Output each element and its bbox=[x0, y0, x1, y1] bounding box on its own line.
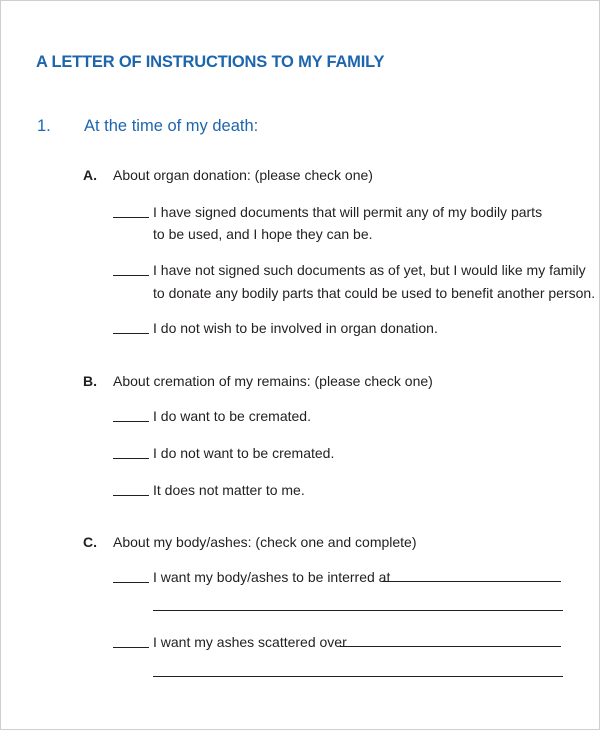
option-a2-line2: to donate any bodily parts that could be used to benefit another person. bbox=[153, 285, 596, 301]
option-c1-line1: I want my body/ashes to be interred at bbox=[153, 569, 391, 585]
option-a2-line1: I have not signed such documents as of yet, but I would like my family bbox=[153, 262, 586, 278]
checkbox-blank-c2[interactable] bbox=[113, 647, 149, 648]
checkbox-blank-b3[interactable] bbox=[113, 495, 149, 496]
section-title: At the time of my death: bbox=[84, 117, 259, 135]
checkbox-blank-b2[interactable] bbox=[113, 458, 149, 459]
checkbox-blank-a3[interactable] bbox=[113, 333, 149, 334]
option-a1-line1: I have signed documents that will permit any of my bodily parts bbox=[153, 204, 543, 220]
question-a-letter: A. bbox=[83, 167, 97, 183]
option-a3-line1: I do not wish to be involved in organ donation. bbox=[153, 320, 438, 336]
scatter-location-line-2[interactable] bbox=[153, 676, 563, 677]
option-b3-line1: It does not matter to me. bbox=[153, 482, 305, 498]
question-b-letter: B. bbox=[83, 373, 97, 389]
question-c-text: About my body/ashes: (check one and complete) bbox=[113, 534, 417, 550]
option-c2-line1: I want my ashes scattered over bbox=[153, 634, 347, 650]
option-a1-line2: to be used, and I hope they can be. bbox=[153, 226, 373, 242]
question-b-text: About cremation of my remains: (please check one) bbox=[113, 373, 433, 389]
option-b2-line1: I do not want to be cremated. bbox=[153, 445, 335, 461]
scatter-location-line[interactable] bbox=[340, 646, 561, 647]
section-number: 1. bbox=[37, 117, 51, 135]
document-title: A LETTER OF INSTRUCTIONS TO MY FAMILY bbox=[36, 53, 385, 71]
interment-location-line-2[interactable] bbox=[153, 610, 563, 611]
option-b1-line1: I do want to be cremated. bbox=[153, 408, 311, 424]
question-a-text: About organ donation: (please check one) bbox=[113, 167, 373, 183]
checkbox-blank-a2[interactable] bbox=[113, 275, 149, 276]
question-c-letter: C. bbox=[83, 534, 97, 550]
checkbox-blank-b1[interactable] bbox=[113, 421, 149, 422]
checkbox-blank-c1[interactable] bbox=[113, 582, 149, 583]
checkbox-blank-a1[interactable] bbox=[113, 217, 149, 218]
interment-location-line[interactable] bbox=[382, 581, 561, 582]
